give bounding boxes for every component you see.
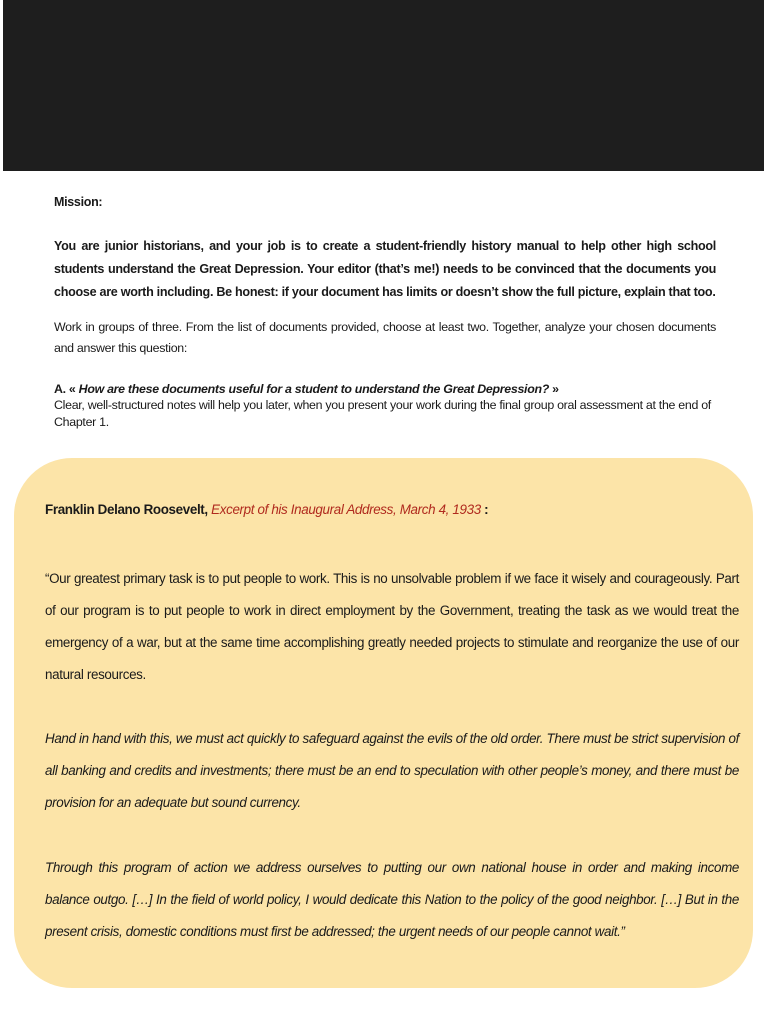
- question-prefix: A. «: [54, 382, 76, 396]
- document-author: Franklin Delano Roosevelt,: [45, 502, 208, 517]
- document-title: [45, 500, 739, 520]
- mission-section: [54, 193, 716, 431]
- question: [54, 381, 716, 397]
- document-paragraph-2: Hand in hand with this, we must act quickly to safeguard against the evils of the old order. There must be strict supervision of all banking and credits and investments; there must be an end to speculation with other people’s money, and there must be provision for an adequate but sound currency.: [45, 731, 739, 810]
- header-band: [3, 0, 764, 171]
- document-content: [45, 500, 739, 948]
- document-colon: :: [480, 502, 489, 517]
- notes-text: Clear, well-structured notes will help you later, when you present your work during the final group oral assessment at the end of Chapter 1.: [54, 398, 711, 429]
- document-paragraph-3: Through this program of action we address ourselves to putting our own national house in order and making income balance outgo. […] In the field of world policy, I would dedicate this Nation to the policy of the good neighbor. […] But in the present crisis, domestic conditions must first be addressed; the urgent needs of our people cannot wait.”: [45, 860, 739, 939]
- question-text: How are these documents useful for a student to understand the Great Depression?: [75, 382, 550, 396]
- document-card: [14, 458, 753, 988]
- question-suffix: »: [549, 382, 559, 396]
- mission-heading: Mission:: [54, 195, 103, 209]
- mission-text: You are junior historians, and your job is to create a student-friendly history manual to help other high school students understand the Great Depression. Your editor (that’s me!) needs to be convinced that the documents you choose are worth including. Be honest: if your document has limits or doesn’t show the full picture, explain that too.: [54, 239, 716, 299]
- document-source: Excerpt of his Inaugural Address, March 4, 1933: [211, 502, 481, 517]
- document-paragraph-1: “Our greatest primary task is to put people to work. This is no unsolvable problem if we face it wisely and courageously. Part of our program is to put people to work in direct employment by the Government, treating the task as we would treat the emergency of a war, but at the same time accomplishing greatly needed projects to stimulate and reorganize the use of our natural resources.: [45, 571, 739, 682]
- instructions-text: Work in groups of three. From the list of documents provided, choose at least two. Together, analyze your chosen documents and answer this question:: [54, 320, 716, 355]
